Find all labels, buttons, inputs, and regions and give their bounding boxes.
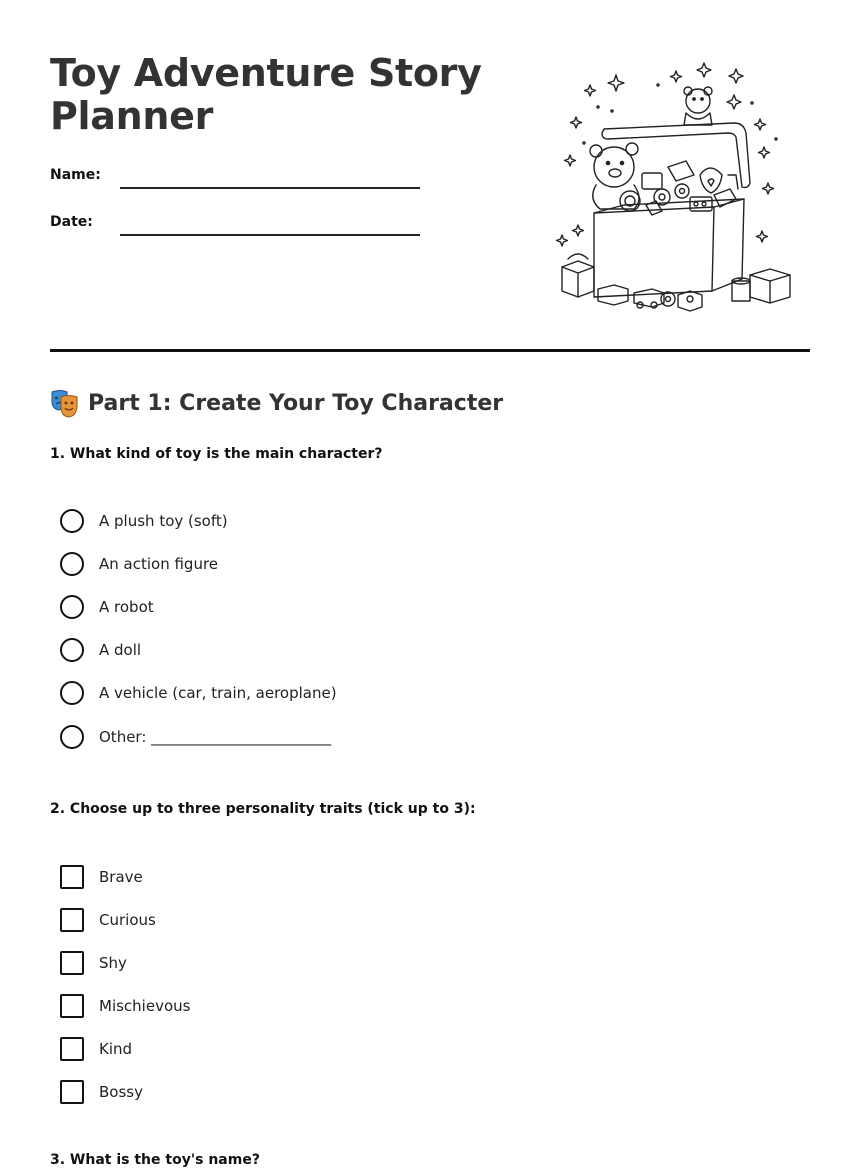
date-label: Date: [50,214,93,230]
part1-heading [50,388,503,418]
checkbox[interactable] [60,908,84,932]
checkbox-option-label: Brave [99,868,143,886]
toy-blocks-icon [562,254,790,311]
radio-button[interactable] [60,725,84,749]
date-field[interactable] [50,214,430,244]
question-1-label: 1. What kind of toy is the main character? [50,446,383,462]
checkbox-option[interactable] [60,1079,143,1105]
radio-button[interactable] [60,595,84,619]
radio-option[interactable] [60,594,154,620]
checkbox-option[interactable] [60,864,143,890]
radio-option-label: A doll [99,641,142,659]
radio-option-label: Other: ________________________ [99,728,332,746]
teddy-bear-icon [590,143,640,211]
radio-button[interactable] [60,681,84,705]
toy-box-illustration [550,55,800,320]
page-title: Toy Adventure Story Planner [50,51,482,138]
radio-option[interactable] [60,680,337,706]
question-2-label: 2. Choose up to three personality traits (tick up to 3): [50,801,476,817]
name-line[interactable] [120,187,420,189]
radio-button[interactable] [60,552,84,576]
radio-option-label: An action figure [99,555,219,573]
radio-button[interactable] [60,638,84,662]
checkbox-option-label: Kind [99,1040,133,1058]
radio-option-other[interactable] [60,724,331,750]
name-label: Name: [50,167,101,183]
date-line[interactable] [120,234,420,236]
radio-option[interactable] [60,508,228,534]
box-body [594,199,744,297]
radio-option-label: A vehicle (car, train, aeroplane) [99,684,337,702]
checkbox[interactable] [60,1080,84,1104]
checkbox[interactable] [60,994,84,1018]
checkbox-option[interactable] [60,907,156,933]
box-lid [602,123,750,188]
section-divider [50,349,810,352]
radio-option[interactable] [60,637,141,663]
checkbox-option-label: Shy [99,954,127,972]
checkbox-option[interactable] [60,993,190,1019]
checkbox[interactable] [60,865,84,889]
name-field[interactable] [50,167,430,197]
radio-option-label: A robot [99,598,154,616]
small-bear-icon [684,87,712,125]
checkbox-option-label: Bossy [99,1083,143,1101]
checkbox-option[interactable] [60,950,127,976]
radio-button[interactable] [60,509,84,533]
question-3-label: 3. What is the toy's name? [50,1152,260,1168]
checkbox-option-label: Mischievous [99,997,191,1015]
checkbox[interactable] [60,1037,84,1061]
radio-option[interactable] [60,551,218,577]
checkbox-option-label: Curious [99,911,156,929]
checkbox[interactable] [60,951,84,975]
theater-masks-icon [50,388,80,418]
part1-heading-text: Part 1: Create Your Toy Character [88,390,504,416]
checkbox-option[interactable] [60,1036,132,1062]
radio-option-label: A plush toy (soft) [99,512,228,530]
toys-pile-icon [642,161,738,215]
